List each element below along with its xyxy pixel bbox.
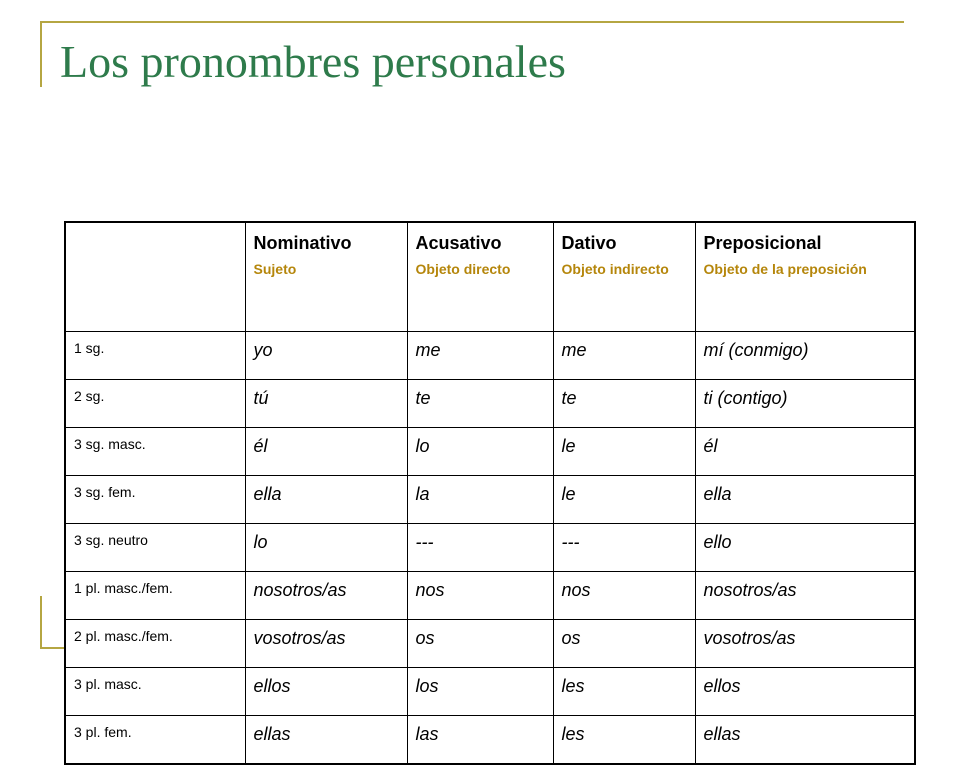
cell-dativo: nos — [553, 572, 695, 620]
cell-dativo: le — [553, 428, 695, 476]
cell-preposicional: nosotros/as — [695, 572, 915, 620]
row-label-cell: 1 pl. masc./fem. — [65, 572, 245, 620]
cell-nominativo: nosotros/as — [245, 572, 407, 620]
row-label-cell: 3 sg. masc. — [65, 428, 245, 476]
row-label-cell: 2 pl. masc./fem. — [65, 620, 245, 668]
cell-acusativo: las — [407, 716, 553, 765]
decorative-top-vertical-line — [40, 21, 42, 87]
header-sublabel: Sujeto — [253, 260, 297, 277]
cell-dativo: os — [553, 620, 695, 668]
cell-nominativo: tú — [245, 380, 407, 428]
row-label-cell: 3 sg. fem. — [65, 476, 245, 524]
table-row — [65, 332, 915, 380]
header-label: Acusativo — [415, 233, 502, 253]
table-row — [65, 380, 915, 428]
table-row — [65, 716, 915, 765]
cell-preposicional: ello — [695, 524, 915, 572]
table-row — [65, 428, 915, 476]
cell-preposicional: ti (contigo) — [695, 380, 915, 428]
row-label-cell: 2 sg. — [65, 380, 245, 428]
cell-preposicional: ellas — [695, 716, 915, 765]
table-row — [65, 668, 915, 716]
cell-nominativo: ellas — [245, 716, 407, 765]
cell-dativo: les — [553, 668, 695, 716]
pronoun-table — [64, 221, 916, 765]
cell-preposicional: ella — [695, 476, 915, 524]
cell-acusativo: la — [407, 476, 553, 524]
cell-acusativo: te — [407, 380, 553, 428]
row-label-cell: 3 pl. masc. — [65, 668, 245, 716]
cell-acusativo: lo — [407, 428, 553, 476]
cell-acusativo: os — [407, 620, 553, 668]
header-sublabel: Objeto de la preposición — [703, 260, 867, 277]
row-label-cell: 3 sg. neutro — [65, 524, 245, 572]
cell-nominativo: él — [245, 428, 407, 476]
cell-preposicional: vosotros/as — [695, 620, 915, 668]
cell-dativo: les — [553, 716, 695, 765]
cell-nominativo: yo — [245, 332, 407, 380]
table-header-row — [65, 222, 915, 332]
decorative-top-line — [40, 21, 904, 23]
cell-nominativo: lo — [245, 524, 407, 572]
pronoun-table-container — [64, 221, 914, 744]
cell-preposicional: ellos — [695, 668, 915, 716]
table-row — [65, 476, 915, 524]
cell-preposicional: él — [695, 428, 915, 476]
cell-acusativo: nos — [407, 572, 553, 620]
header-label: Preposicional — [703, 233, 822, 253]
header-label: Nominativo — [253, 233, 352, 253]
header-cell-acusativo — [407, 222, 553, 332]
decorative-bottom-vertical-line — [40, 596, 42, 649]
cell-preposicional: mí (conmigo) — [695, 332, 915, 380]
cell-acusativo: me — [407, 332, 553, 380]
header-cell-preposicional — [695, 222, 915, 332]
header-sublabel: Objeto directo — [415, 260, 511, 277]
header-label: Dativo — [561, 233, 617, 253]
header-cell-dativo — [553, 222, 695, 332]
row-label-cell: 1 sg. — [65, 332, 245, 380]
cell-dativo: le — [553, 476, 695, 524]
cell-acusativo: los — [407, 668, 553, 716]
table-row — [65, 620, 915, 668]
table-row — [65, 524, 915, 572]
header-cell-empty — [65, 222, 245, 332]
cell-acusativo: --- — [407, 524, 553, 572]
slide-title: Los pronombres personales — [60, 36, 566, 87]
cell-nominativo: ellos — [245, 668, 407, 716]
header-sublabel: Objeto indirecto — [561, 260, 669, 277]
cell-dativo: te — [553, 380, 695, 428]
header-cell-nominativo — [245, 222, 407, 332]
row-label-cell: 3 pl. fem. — [65, 716, 245, 765]
cell-nominativo: vosotros/as — [245, 620, 407, 668]
cell-dativo: --- — [553, 524, 695, 572]
cell-dativo: me — [553, 332, 695, 380]
cell-nominativo: ella — [245, 476, 407, 524]
table-row — [65, 572, 915, 620]
